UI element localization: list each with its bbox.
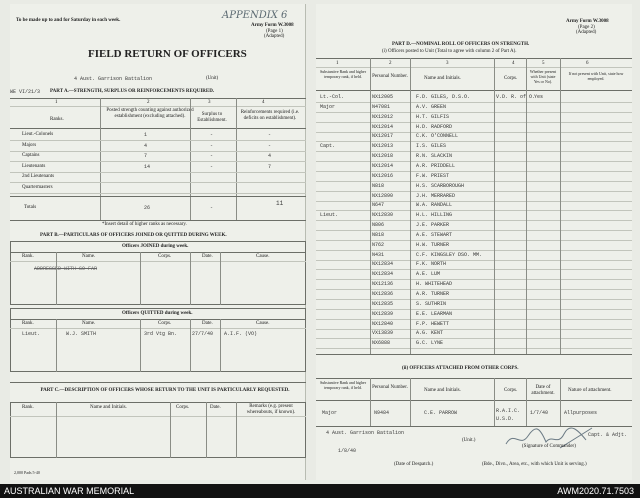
roll-number: NX12834 bbox=[372, 261, 394, 268]
roll-name: A.E. LUM bbox=[416, 271, 441, 278]
form-page-2: (Page 2) bbox=[578, 25, 595, 30]
att-header-corps: Corps. bbox=[504, 388, 518, 393]
roll-name: F.W. PRIEST bbox=[416, 172, 450, 179]
roll-name: H.W. TURNER bbox=[416, 241, 450, 248]
rank-reinforcements: - bbox=[268, 142, 272, 149]
rank-posted: 14 bbox=[144, 163, 151, 170]
rank-label: Majors bbox=[22, 142, 37, 148]
part-c-title: PART C.—DESCRIPTION OF OFFICERS WHOSE RETURN TO THE UNIT IS PARTICULARLY REQUESTED. bbox=[40, 388, 290, 393]
roll-rank: Lt.-Col. bbox=[320, 94, 345, 100]
joined-title: Officers JOINED during week. bbox=[122, 244, 189, 249]
roll-name: A.R. TURNER bbox=[416, 291, 450, 297]
footer-date-label: (Date of Despatch.) bbox=[394, 462, 434, 467]
col-num: 3 bbox=[208, 100, 211, 105]
roll-name: H.D. RADFORD bbox=[416, 123, 453, 130]
attached-nature: Allpurposes bbox=[564, 410, 598, 416]
roll-number: NX12005 bbox=[372, 94, 394, 100]
rank-surplus: - bbox=[210, 153, 214, 159]
roll-present: Yes bbox=[534, 94, 544, 100]
quitted-name: W.J. SMITH bbox=[66, 331, 97, 337]
b-header-cause: Cause. bbox=[256, 254, 270, 259]
col-num: 4 bbox=[512, 61, 515, 66]
rank-label: Captains bbox=[22, 153, 40, 158]
roll-number: NX12830 bbox=[372, 212, 394, 219]
rank-posted: 7 bbox=[144, 153, 148, 159]
c-header-name: Name and Initials. bbox=[90, 405, 127, 410]
totals-reinforcements: 11 bbox=[276, 200, 284, 207]
quitted-corps: 3rd Vtg Bn. bbox=[144, 331, 178, 337]
reference: WE VI/21/3 bbox=[10, 89, 41, 95]
page-1 bbox=[10, 4, 306, 480]
roll-number: VX13839 bbox=[372, 330, 394, 337]
roll-number: NX12834 bbox=[372, 271, 394, 278]
header-ranks: Ranks. bbox=[50, 117, 64, 122]
roll-number: NX6888 bbox=[372, 340, 391, 347]
roll-name: A.G. KENT bbox=[416, 330, 444, 337]
roll-number: NX12018 bbox=[372, 153, 394, 160]
header-posted: Posted strength counting against authorized establishment (excluding attached). bbox=[106, 108, 194, 119]
unit-name: 4 Aust. Garrison Battalion bbox=[74, 76, 153, 82]
part-d-title: PART D.—NOMINAL ROLL OF OFFICERS ON STRENGTH. bbox=[392, 42, 530, 47]
roll-number: N762 bbox=[372, 241, 385, 248]
rank-surplus: - bbox=[210, 163, 214, 170]
formation-label: (Bde., Divn., Area, etc., with which Unit is serving.) bbox=[482, 462, 587, 467]
roll-number: NX12014 bbox=[372, 162, 394, 169]
col-num: 5 bbox=[542, 61, 545, 66]
roll-name: C.K. O'CONNELL bbox=[416, 133, 459, 140]
roll-number: NX12017 bbox=[372, 133, 394, 140]
quitted-date: 27/7/40 bbox=[192, 331, 214, 337]
roll-number: NX12136 bbox=[372, 281, 394, 288]
rank-reinforcements: 4 bbox=[268, 153, 272, 159]
page-2 bbox=[316, 4, 632, 480]
q-header-corps: Corps. bbox=[158, 321, 172, 326]
header-surplus: Surplus to Establishment. bbox=[197, 112, 227, 123]
joined-row: ADDRESSED WITH SO FAR bbox=[34, 266, 98, 272]
q-header-name: Name. bbox=[82, 321, 96, 326]
q-header-date: Date. bbox=[202, 321, 213, 326]
roll-name: J.H. MERRARED bbox=[416, 192, 456, 199]
collection-name: AUSTRALIAN WAR MEMORIAL bbox=[4, 486, 135, 496]
header-corps: Corps. bbox=[504, 76, 518, 81]
rank-surplus: - bbox=[210, 142, 214, 149]
totals-surplus: - bbox=[210, 205, 214, 211]
roll-number: N647 bbox=[372, 202, 385, 209]
header-employed: If not present with Unit, state how employed. bbox=[568, 71, 624, 81]
att-header-nature: Nature of attachment. bbox=[568, 388, 612, 393]
roll-name: H. WHITEHEAD bbox=[416, 281, 453, 288]
att-header-number: Personal Number. bbox=[372, 385, 408, 390]
attached-corps: R.A.I.C. U.S.D. bbox=[496, 408, 521, 422]
rank-posted: 1 bbox=[144, 132, 148, 138]
col-num: 4 bbox=[262, 100, 265, 105]
q-header-cause: Cause. bbox=[256, 321, 270, 326]
rank-label: Lieut.-Colonels bbox=[22, 132, 54, 137]
footer-date: 1/8/40 bbox=[338, 448, 357, 454]
rank-label: 2nd Lieutenants bbox=[22, 174, 55, 179]
accession-number: AWM2020.71.7503 bbox=[557, 486, 634, 496]
attached-title: (ii) OFFICERS ATTACHED FROM OTHER CORPS. bbox=[402, 366, 519, 371]
roll-name: H.S. SCARBOROUGH bbox=[416, 182, 465, 189]
roll-name: G.C. LYNE bbox=[416, 340, 444, 347]
roll-number: N47081 bbox=[372, 103, 391, 110]
col-num: 1 bbox=[336, 61, 339, 66]
roll-number: NX12014 bbox=[372, 123, 394, 130]
rank-label: Quartermasters bbox=[22, 184, 53, 190]
totals-posted: 26 bbox=[144, 205, 151, 211]
att-header-date: Date of attachment. bbox=[531, 385, 555, 396]
c-header-rank: Rank. bbox=[22, 405, 34, 410]
page-title: FIELD RETURN OF OFFICERS bbox=[88, 48, 247, 60]
att-header-name: Name and Initials. bbox=[424, 388, 461, 393]
roll-rank: Major bbox=[320, 103, 336, 110]
header-rank: Substantive Rank and higher temporary rank, if held. bbox=[319, 69, 367, 79]
top-note: To be made up to and for Saturday in each week. bbox=[16, 18, 121, 23]
c-header-remarks: Remarks (e.g. present whereabouts, if known). bbox=[246, 404, 296, 415]
roll-number: NX12840 bbox=[372, 320, 394, 327]
roll-number: NX12012 bbox=[372, 113, 394, 120]
rank-surplus: - bbox=[210, 132, 214, 138]
roll-name: I.S. GILES bbox=[416, 143, 447, 150]
roll-name: C.F. KINGSLEY DSO. MM. bbox=[416, 251, 483, 258]
footer-unit: 4 Aust. Garrison Battalion bbox=[326, 430, 405, 436]
footer-unit-label: (Unit.) bbox=[462, 438, 476, 443]
b-header-corps: Corps. bbox=[158, 254, 172, 259]
form-adapted: (Adapted) bbox=[264, 34, 285, 39]
roll-name: A.E. STEWART bbox=[416, 231, 453, 238]
rank-label: Lieutenants bbox=[22, 163, 46, 169]
part-b-title: PART B.—PARTICULARS OF OFFICERS JOINED OR QUITTED DURING WEEK. bbox=[40, 233, 227, 238]
col-num: 3 bbox=[446, 61, 449, 66]
roll-number: N818 bbox=[372, 231, 385, 238]
b-header-date: Date. bbox=[202, 254, 213, 259]
roll-corps: V.D. R. of O. bbox=[496, 94, 536, 100]
form-number-2: Army Form W.3008 bbox=[566, 19, 609, 24]
header-reinforcements: Reinforcements required (i.e. deficits on establishment). bbox=[240, 110, 300, 121]
attached-number: N9484 bbox=[374, 410, 390, 416]
attached-rank: Major bbox=[322, 410, 338, 416]
roll-name: A.V. GREEN bbox=[416, 103, 447, 110]
roll-name: F.P. HEWETT bbox=[416, 320, 450, 327]
roll-name: R.N. SLACKIN bbox=[416, 153, 453, 160]
appendix-annotation: APPENDIX 6 bbox=[222, 10, 288, 21]
roll-number: NX12836 bbox=[372, 291, 394, 297]
q-header-rank: Rank. bbox=[22, 321, 34, 326]
att-header-rank: Substantive Rank and higher temporary rank, if held. bbox=[319, 380, 367, 390]
roll-name: S. SUTHRIN bbox=[416, 300, 447, 307]
attached-date: 1/7/40 bbox=[530, 410, 549, 416]
print-code: 2,000 Pads 5-40 bbox=[14, 470, 40, 475]
unit-label: (Unit) bbox=[206, 76, 219, 81]
roll-rank: Capt. bbox=[320, 143, 336, 150]
roll-name: H.L. HILLING bbox=[416, 212, 453, 219]
totals-label: Totals bbox=[24, 205, 37, 210]
roll-number: N818 bbox=[372, 182, 385, 189]
c-header-corps: Corps. bbox=[176, 405, 190, 410]
b-header-name: Name. bbox=[82, 254, 96, 259]
roll-number: NX12890 bbox=[372, 192, 394, 199]
roll-number: NX12835 bbox=[372, 300, 394, 307]
header-personal-number: Personal Number. bbox=[372, 74, 408, 79]
header-name: Name and Initials. bbox=[424, 76, 461, 81]
rank-posted: 4 bbox=[144, 142, 148, 149]
roll-name: A.R. PRIDDELL bbox=[416, 162, 456, 169]
quitted-cause: A.I.F. (VO) bbox=[224, 331, 258, 337]
form-page: (Page 1) bbox=[266, 29, 283, 34]
form-number: Army Form W.3008 bbox=[251, 23, 294, 28]
attached-name: C.E. PARROW bbox=[424, 410, 458, 416]
roll-number: NX12013 bbox=[372, 143, 394, 150]
roll-name: E.E. LEARMAN bbox=[416, 310, 453, 317]
roll-name: J.E. PARKER bbox=[416, 222, 450, 229]
roll-number: NX12839 bbox=[372, 310, 394, 317]
roll-number: N431 bbox=[372, 251, 385, 258]
col-num: 1 bbox=[55, 100, 58, 105]
col-num: 6 bbox=[586, 61, 589, 66]
roll-number: NX12016 bbox=[372, 172, 394, 179]
roll-name: H.T. GILFIS bbox=[416, 113, 450, 120]
part-d-subtitle: (i) Officers posted to Unit (Total to agree with column 2 of Part A). bbox=[382, 49, 517, 54]
form-adapted-2: (Adapted) bbox=[576, 30, 597, 35]
signatory-title: Capt. & Adjt. bbox=[588, 432, 628, 438]
col-num: 2 bbox=[147, 100, 150, 105]
c-header-date: Date. bbox=[210, 405, 221, 410]
rank-reinforcements: - bbox=[268, 132, 272, 138]
col-num: 2 bbox=[389, 61, 392, 66]
roll-number: N806 bbox=[372, 222, 385, 229]
quitted-title: Officers QUITTED during week. bbox=[122, 311, 193, 316]
roll-name: F.D. GILES, D.S.O. bbox=[416, 94, 471, 100]
collection-footer bbox=[0, 484, 640, 498]
roll-rank: Lieut. bbox=[320, 212, 339, 219]
header-present: Whether present with Unit (state Yes or No). bbox=[529, 69, 557, 84]
roll-name: W.A. RANDALL bbox=[416, 202, 453, 209]
quitted-rank: Lieut. bbox=[22, 331, 41, 337]
roll-name: F.K. NORTH bbox=[416, 261, 447, 268]
signature-label: (Signature of Commander) bbox=[522, 444, 576, 449]
part-a-title: PART A.—STRENGTH, SURPLUS OR REINFORCEMENTS REQUIRED. bbox=[50, 89, 215, 94]
ranks-note: *Insert detail of higher ranks as necessary. bbox=[102, 222, 187, 227]
rank-reinforcements: 7 bbox=[268, 163, 272, 170]
b-header-rank: Rank. bbox=[22, 254, 34, 259]
